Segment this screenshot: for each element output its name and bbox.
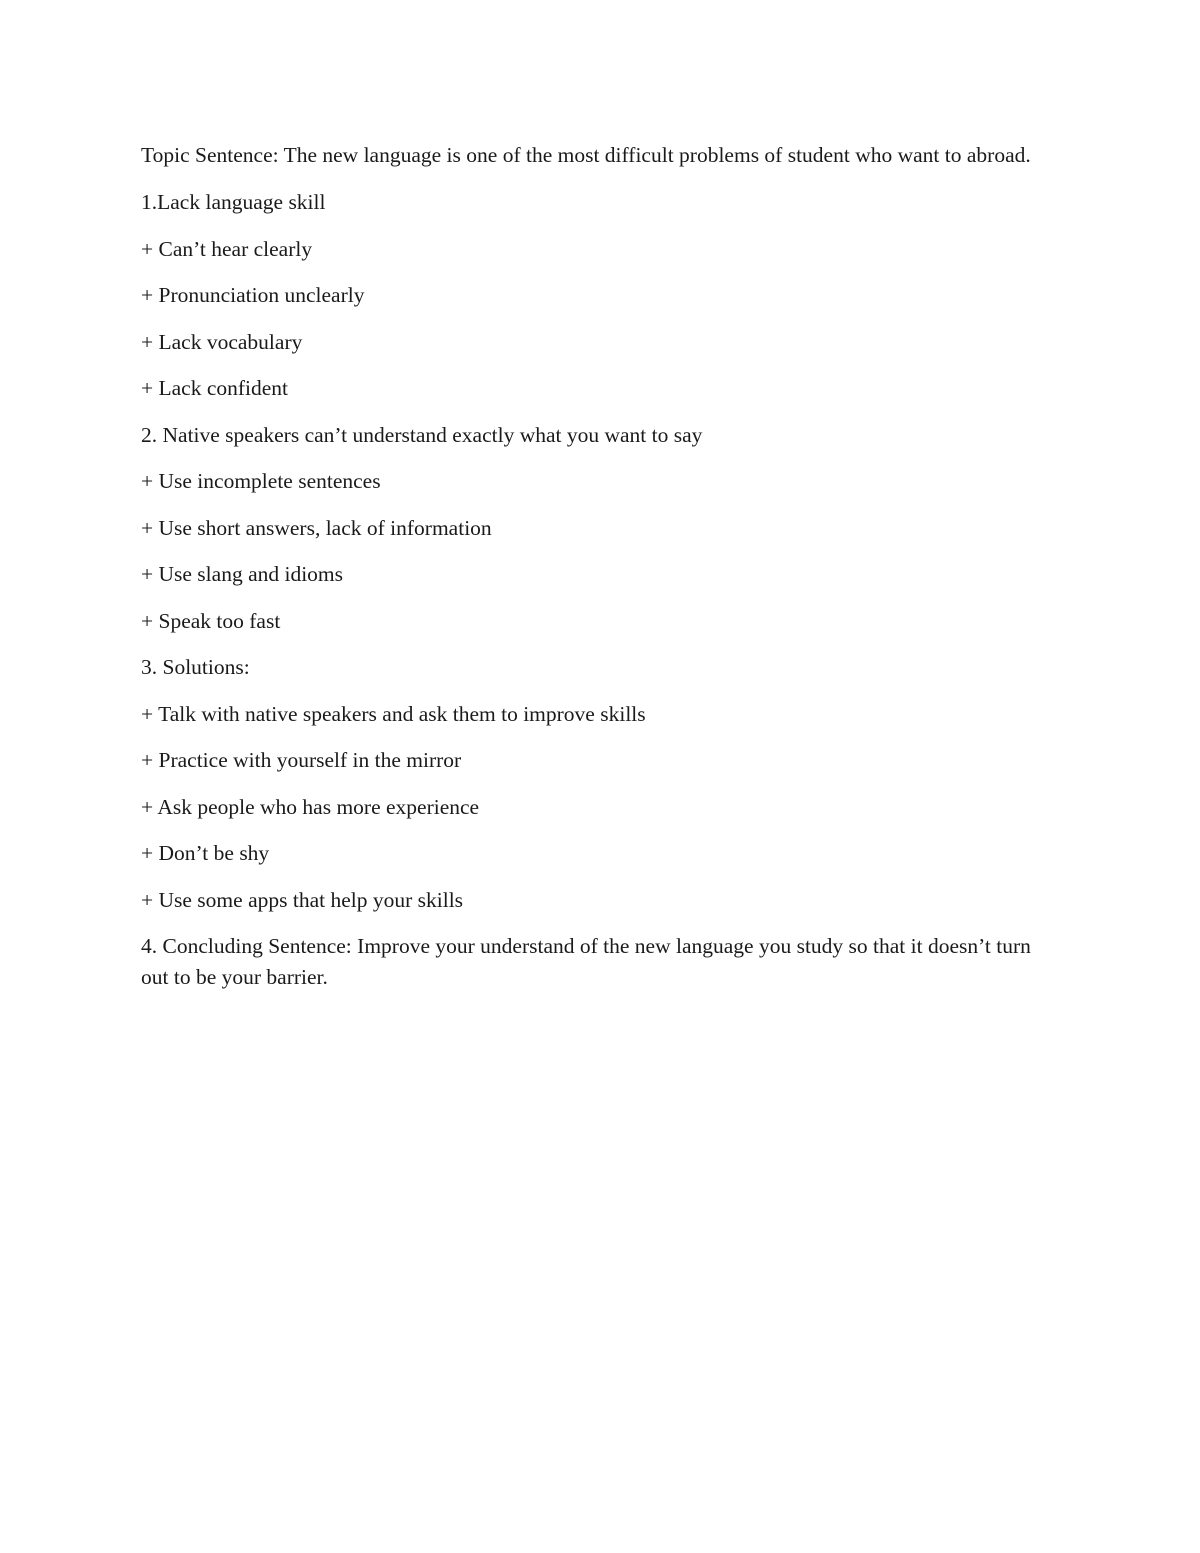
list-item: + Use some apps that help your skills — [141, 887, 464, 912]
section-heading-lack-language-skill: 1.Lack language skill — [141, 190, 326, 214]
list-item: + Practice with yourself in the mirror — [141, 748, 462, 772]
list-item: + Talk with native speakers and ask them to improve skills — [141, 701, 646, 726]
list-item: + Ask people who has more experience — [141, 794, 480, 819]
list-item: + Use incomplete sentences — [141, 469, 381, 493]
concluding-sentence: 4. Concluding Sentence: Improve your understand of the new language you study so that it doesn’t turn out to be your barrier. — [141, 934, 1031, 989]
list-item: + Don’t be shy — [141, 841, 270, 865]
list-item: + Lack vocabulary — [141, 329, 303, 354]
document-body — [141, 140, 1051, 1009]
list-item: + Lack confident — [141, 376, 289, 400]
section-heading-solutions: 3. Solutions: — [141, 655, 250, 679]
list-item: + Speak too fast — [141, 608, 281, 633]
list-item: + Can’t hear clearly — [141, 236, 313, 261]
topic-sentence: Topic Sentence: The new language is one of the most difficult problems of student who want to abroad. — [141, 143, 1031, 167]
list-item: + Use short answers, lack of information — [141, 515, 492, 540]
list-item: + Use slang and idioms — [141, 562, 344, 586]
list-item: + Pronunciation unclearly — [141, 283, 365, 307]
section-heading-native-speakers: 2. Native speakers can’t understand exactly what you want to say — [141, 422, 703, 447]
